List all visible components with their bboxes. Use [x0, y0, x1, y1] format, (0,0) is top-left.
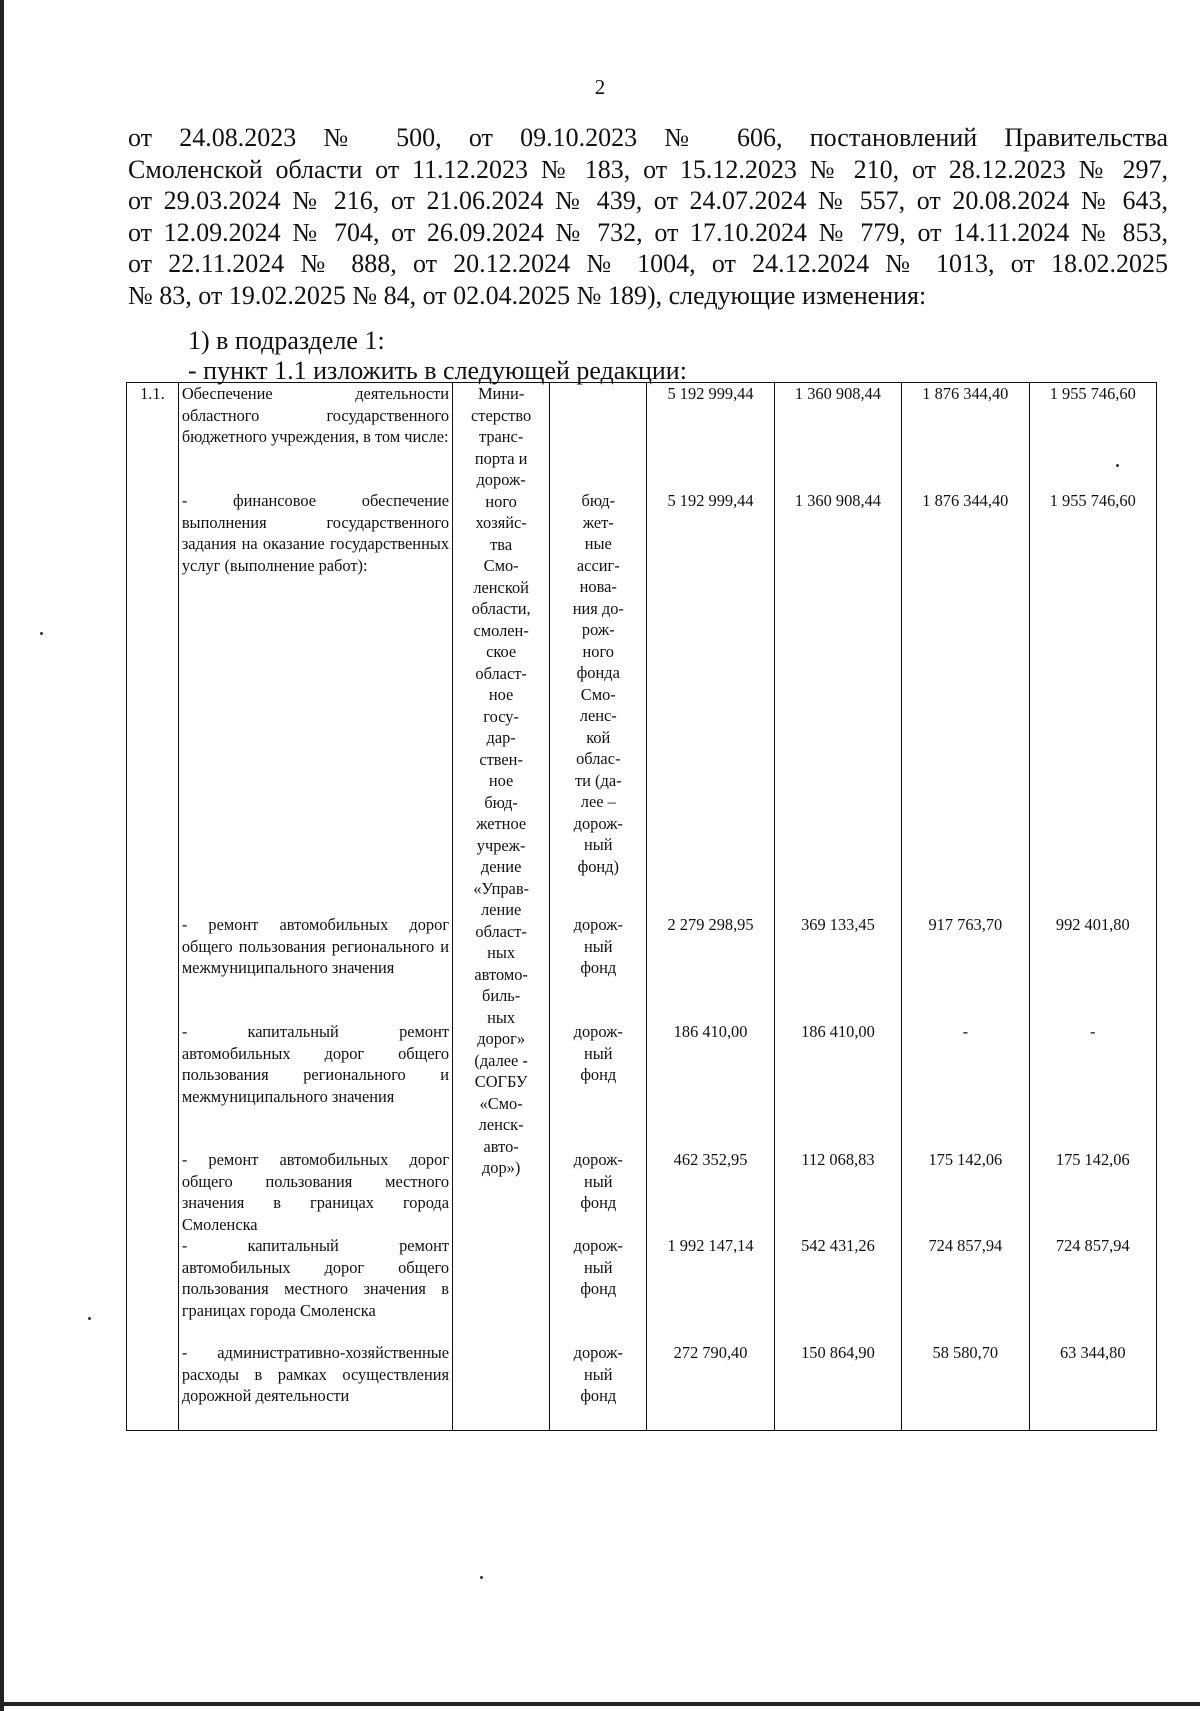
source-line: лее – [580, 792, 616, 811]
source-line: ти (да- [574, 770, 622, 790]
responsible-line: смолен- [473, 620, 529, 640]
responsible-line: «Смо- [479, 1093, 523, 1113]
scan-left-edge [0, 0, 4, 1711]
value-year1: 150 864,90 [801, 1343, 875, 1362]
source-line: фонд [580, 1279, 617, 1298]
source-line: ный [584, 936, 613, 956]
source-line: бюд- [581, 491, 616, 510]
intro-line: от 29.03.2024 № 216, от 21.06.2024 № 439, от 24.07.2024 № 557, от 20.08.2024 № 643, [128, 186, 1168, 216]
value-year3: 724 857,94 [1055, 1236, 1130, 1255]
value-year3: 992 401,80 [1055, 915, 1130, 934]
responsible-line: авто- [483, 1136, 519, 1156]
source-line: ный [584, 1257, 613, 1277]
value-total: 1 992 147,14 [667, 1236, 754, 1255]
page-number: 2 [594, 75, 606, 99]
value-year2: 58 580,70 [932, 1343, 999, 1362]
intro-line: от 12.09.2024 № 704, от 26.09.2024 № 732, от 17.10.2024 № 779, от 14.11.2024 № 853, [128, 217, 1168, 247]
item-description: - капитальный ремонт автомобильных дорог общего пользования регионального и межмуниципального значения [181, 1022, 450, 1106]
item-description: - финансовое обеспечение выполнения государственного задания на оказание государственных услуг (выполнение работ): [181, 491, 450, 575]
responsible-line: бюд- [484, 792, 518, 812]
year2-cell [902, 383, 1029, 1431]
intro-line: Смоленской области от 11.12.2023 № 183, от 15.12.2023 № 210, от 28.12.2023 № 297, [128, 154, 1168, 184]
responsible-line: стерство [471, 405, 532, 425]
responsible-line: тва [490, 534, 513, 554]
description-cell [178, 383, 452, 1431]
source-line: дорож- [573, 1236, 623, 1255]
responsible-line: ных [487, 943, 516, 962]
responsible-line: ных [487, 1007, 516, 1027]
value-year1: 369 133,45 [801, 915, 875, 934]
scan-speck [40, 632, 43, 635]
responsible-line: (далее - [474, 1050, 528, 1070]
responsible-line: ствен- [479, 749, 523, 769]
source-line: жет- [582, 512, 614, 532]
value-total: 272 790,40 [673, 1343, 748, 1362]
responsible-line: учреж- [476, 835, 526, 855]
responsible-line: ное [488, 685, 514, 704]
responsible-line: Мини- [477, 384, 525, 403]
responsible-line: дор») [481, 1158, 521, 1177]
source-cell [550, 383, 647, 1431]
value-year1: 186 410,00 [801, 1022, 875, 1041]
intro-line: от 22.11.2024 № 888, от 20.12.2024 № 1004, от 24.12.2024 № 1013, от 18.02.2025 [128, 249, 1168, 279]
value-year3: - [1090, 1022, 1096, 1041]
source-line: ные [584, 534, 612, 553]
intro-line: от 24.08.2023 № 500, от 09.10.2023 № 606, постановлений Правительства [128, 123, 1168, 152]
responsible-cell [453, 383, 550, 1431]
value-total: 2 279 298,95 [667, 915, 754, 934]
responsible-line: жетное [476, 814, 527, 833]
responsible-line: дорож- [476, 470, 526, 489]
value-year1: 1 360 908,44 [794, 384, 881, 403]
source-line: ленс- [579, 706, 617, 725]
source-line: ный [584, 835, 613, 854]
item-description: - ремонт автомобильных дорог общего пользования регионального и межмуниципального значения [181, 915, 450, 977]
intro-line: № 83, от 19.02.2025 № 84, от 02.04.2025 № 189), следующие изменения: [128, 280, 927, 310]
row-number: 1.1. [127, 383, 179, 1431]
responsible-line: транс- [478, 427, 524, 446]
value-total: 5 192 999,44 [667, 491, 754, 510]
responsible-line: «Управ- [473, 878, 530, 898]
item-description: - административно-хозяйственные расходы в рамках осуществления дорожной деятельности [181, 1343, 450, 1405]
value-year3: 1 955 746,60 [1049, 384, 1136, 403]
responsible-line: ское [486, 642, 517, 661]
source-line: фонд) [577, 856, 619, 876]
value-year2: - [962, 1022, 969, 1041]
source-line: кой [586, 727, 611, 747]
source-line: дорож- [573, 813, 623, 833]
source-line: дорож- [573, 1343, 623, 1362]
item-description: - капитальный ремонт автомобильных дорог общего пользования местного значения в границах города Смоленска [181, 1236, 450, 1320]
year3-cell [1029, 383, 1156, 1431]
responsible-line: ного [485, 491, 517, 511]
item-description: Обеспечение деятельности областного государственного бюджетного учреждения, в том числе: [181, 384, 450, 446]
value-total: 186 410,00 [673, 1022, 748, 1041]
value-year1: 542 431,26 [801, 1236, 875, 1255]
value-year2: 1 876 344,40 [922, 384, 1009, 403]
scan-bottom-edge [0, 1702, 1200, 1706]
responsible-line: ление [480, 900, 522, 919]
responsible-line: Смо- [483, 556, 519, 575]
responsible-line: област- [475, 921, 527, 941]
item-description: - ремонт автомобильных дорог общего пользования местного значения в границах города Смоленска [181, 1150, 450, 1234]
source-line: ассиг- [576, 555, 620, 575]
source-line: фонд [580, 958, 617, 977]
source-line: Смо- [580, 684, 616, 704]
subsection-heading: 1) в подразделе 1: [188, 326, 385, 355]
value-year2: 724 857,94 [928, 1236, 1003, 1255]
value-year2: 175 142,06 [928, 1150, 1003, 1169]
scan-speck [88, 1317, 91, 1320]
responsible-line: дение [480, 857, 522, 876]
source-line: дорож- [573, 1150, 623, 1169]
responsible-line: дар- [486, 728, 516, 747]
responsible-line: ленской [473, 577, 529, 597]
responsible-line: биль- [482, 986, 521, 1005]
source-line: нова- [579, 577, 617, 596]
source-line: ный [584, 1364, 613, 1384]
table-row [127, 383, 1157, 1431]
scan-speck [480, 1576, 483, 1579]
source-line: дорож- [573, 915, 623, 934]
source-line: облас- [576, 749, 621, 768]
total-cell [647, 383, 774, 1431]
responsible-line: ное [488, 771, 514, 790]
value-total: 462 352,95 [673, 1150, 748, 1169]
instruction-text: - пункт 1.1 изложить в следующей редакции: [188, 356, 687, 385]
program-table [126, 382, 1157, 1431]
value-year3: 1 955 746,60 [1049, 491, 1136, 510]
responsible-line: области, [471, 599, 531, 618]
source-line: ного [582, 641, 615, 661]
responsible-line: госу- [483, 706, 519, 726]
value-total: 5 192 999,44 [667, 384, 754, 403]
responsible-line: порта и [474, 448, 528, 468]
value-year1: 1 360 908,44 [794, 491, 881, 510]
responsible-line: хозяйс- [475, 513, 527, 532]
year1-cell [774, 383, 901, 1431]
responsible-line: СОГБУ [474, 1072, 528, 1091]
value-year1: 112 068,83 [801, 1150, 875, 1169]
responsible-line: автомо- [474, 964, 528, 984]
responsible-line: дорог» [477, 1029, 526, 1048]
value-year3: 63 344,80 [1059, 1343, 1126, 1362]
scan-speck [1116, 464, 1119, 467]
source-line: рож- [581, 620, 615, 639]
source-line: ный [584, 1171, 613, 1191]
value-year2: 917 763,70 [928, 915, 1003, 934]
responsible-line: област- [475, 663, 527, 683]
value-year2: 1 876 344,40 [922, 491, 1009, 510]
intro-paragraph [128, 122, 1168, 312]
source-line: ния до- [572, 598, 624, 618]
source-line: дорож- [573, 1022, 623, 1041]
source-line: фонд [580, 1193, 617, 1212]
source-line: ный [584, 1043, 613, 1063]
source-line: фонда [576, 663, 620, 682]
value-year3: 175 142,06 [1055, 1150, 1130, 1169]
responsible-line: ленск- [478, 1115, 524, 1134]
source-line: фонд [580, 1065, 617, 1084]
source-line: фонд [580, 1386, 617, 1405]
